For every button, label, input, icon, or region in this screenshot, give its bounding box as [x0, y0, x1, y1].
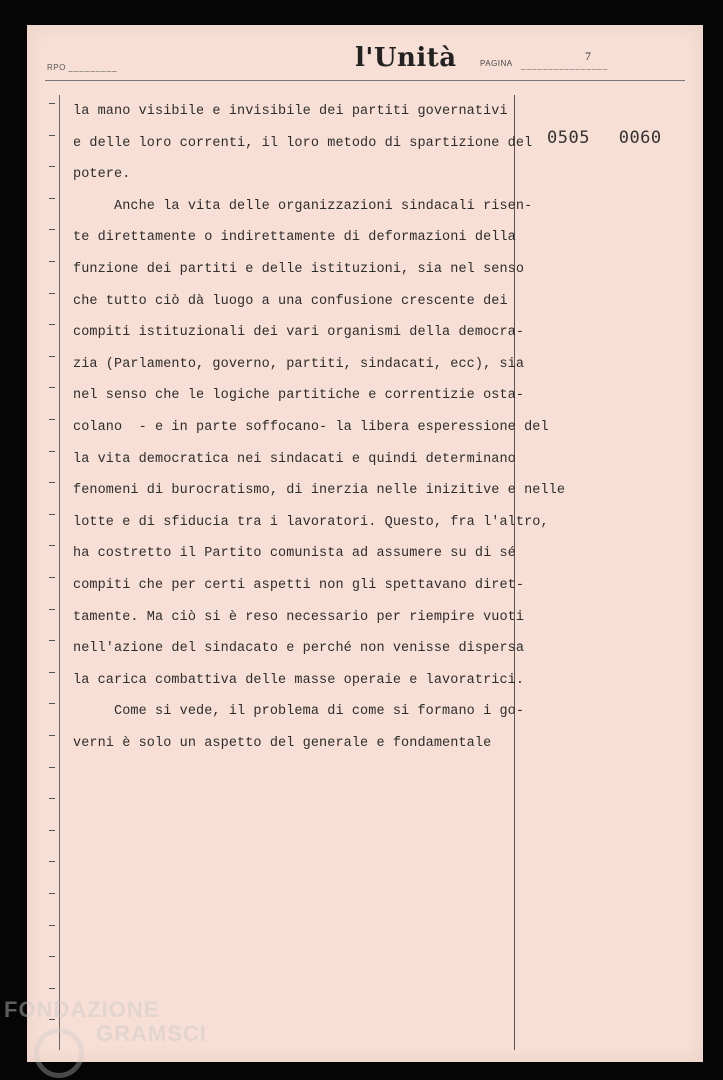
text-line: fenomeni di burocratismo, di inerzia nelle inizitive e nelle [73, 483, 566, 499]
text-line: nel senso che le logiche partitiche e correntizie osta- [73, 388, 525, 404]
page-header [27, 25, 703, 85]
margin-tick [49, 861, 55, 862]
margin-tick [49, 482, 55, 483]
left-margin-rule [59, 95, 60, 1050]
margin-tick [49, 830, 55, 831]
archive-code: 0060 [618, 128, 662, 148]
margin-tick [49, 767, 55, 768]
margin-tick [49, 545, 55, 546]
margin-tick [49, 640, 55, 641]
margin-tick [49, 609, 55, 610]
text-line: che tutto ciò dà luogo a una confusione crescente dei [73, 293, 508, 309]
text-line: verni è solo un aspetto del generale e fondamentale [73, 735, 492, 751]
text-line: Come si vede, il problema di come si formano i go- [73, 704, 525, 720]
text-line: nell'azione del sindacato e perché non venisse dispersa [73, 641, 525, 657]
newspaper-masthead: l'Unità [355, 43, 457, 73]
typed-page [27, 25, 703, 1062]
pagina-line: ________________ [521, 61, 609, 70]
margin-tick [49, 261, 55, 262]
text-line: e delle loro correnti, il loro metodo di spartizione del [73, 135, 533, 151]
text-line: Anche la vita delle organizzazioni sindacali risen- [73, 198, 533, 214]
margin-tick [49, 324, 55, 325]
text-line: funzione dei partiti e delle istituzioni, sia nel senso [73, 261, 525, 277]
typed-text [73, 96, 565, 759]
text-line: potere. [73, 167, 131, 183]
margin-tick [49, 988, 55, 989]
watermark-logo-icon [34, 1028, 84, 1078]
watermark-line2: GRAMSCI [96, 1021, 207, 1046]
margin-tick [49, 229, 55, 230]
margin-tick [49, 419, 55, 420]
text-line: tamente. Ma ciò si è reso necessario per riempire vuoti [73, 609, 525, 625]
page-number: 7 [585, 49, 591, 63]
margin-tick [49, 356, 55, 357]
margin-tick [49, 514, 55, 515]
margin-tick [49, 135, 55, 136]
fondazione-gramsci-watermark [4, 998, 207, 1046]
margin-tick [49, 672, 55, 673]
header-rule [45, 80, 685, 81]
left-field-line: _________ [68, 63, 118, 72]
pagina-label: PAGINA [480, 59, 513, 68]
margin-tick [49, 703, 55, 704]
margin-tick [49, 798, 55, 799]
archive-code: 0505 [547, 128, 590, 148]
margin-tick [49, 166, 55, 167]
margin-tick [49, 198, 55, 199]
archive-codes [547, 128, 680, 148]
watermark-line1: FONDAZIONE [4, 997, 160, 1022]
margin-tick [49, 925, 55, 926]
text-line: la carica combattiva delle masse operaie e lavoratrici. [73, 672, 525, 688]
margin-tick [49, 956, 55, 957]
margin-tick [49, 893, 55, 894]
header-left-field [47, 63, 118, 72]
text-line: te direttamente o indirettamente di deformazioni della [73, 230, 516, 246]
left-field-label: RPO [47, 63, 66, 72]
text-line: zia (Parlamento, governo, partiti, sindacati, ecc), sia [73, 356, 525, 372]
margin-tick [49, 577, 55, 578]
margin-tick [49, 735, 55, 736]
text-line: ha costretto il Partito comunista ad assumere su di sé [73, 546, 516, 562]
text-line: compiti istituzionali dei vari organismi della democra- [73, 325, 525, 341]
text-line: la vita democratica nei sindacati e quindi determinano [73, 451, 516, 467]
text-line: la mano visibile e invisibile dei partiti governativi [73, 104, 508, 119]
margin-tick [49, 103, 55, 104]
margin-tick [49, 387, 55, 388]
margin-tick [49, 451, 55, 452]
text-line: lotte e di sfiducia tra i lavoratori. Questo, fra l'altro, [73, 514, 549, 530]
text-line: colano - e in parte soffocano- la libera esperessione del [73, 419, 549, 435]
text-line: compiti che per certi aspetti non gli spettavano diret- [73, 577, 525, 593]
margin-tick [49, 293, 55, 294]
